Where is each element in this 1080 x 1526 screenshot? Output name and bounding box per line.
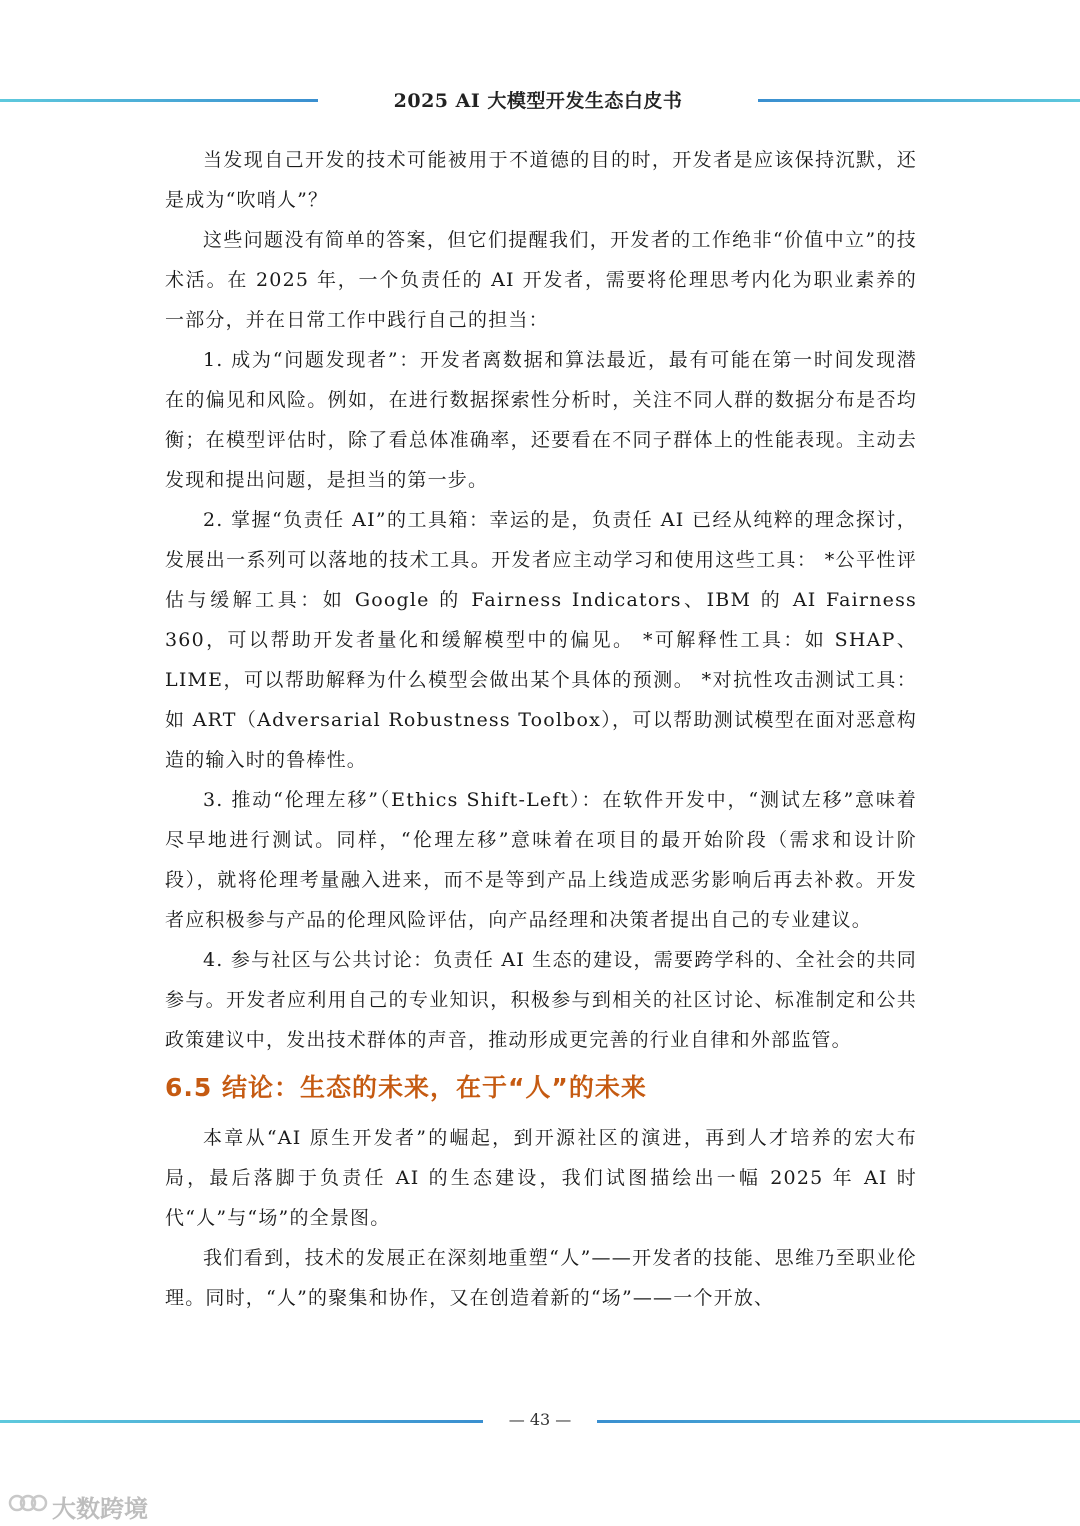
header-rule-left	[0, 99, 318, 102]
footer-rule-right	[597, 1420, 1080, 1423]
paragraph: 这些问题没有简单的答案，但它们提醒我们，开发者的工作绝非“价值中立”的技术活。在 2025 年，一个负责任的 AI 开发者，需要将伦理思考内化为职业素养的一部分，并在日常工作中践行自己的担当：	[165, 229, 917, 331]
list-item: 1. 成为“问题发现者”：开发者离数据和算法最近，最有可能在第一时间发现潜在的偏见和风险。例如，在进行数据探索性分析时，关注不同人群的数据分布是否均衡；在模型评估时，除了看总体准确率，还要看在不同子群体上的性能表现。主动去发现和提出问题，是担当的第一步。	[165, 349, 917, 491]
page-number: — 43 —	[508, 1410, 572, 1429]
footer-rule-left	[0, 1420, 483, 1423]
list-item: 4. 参与社区与公共讨论：负责任 AI 生态的建设，需要跨学科的、全社会的共同参与。开发者应利用自己的专业知识，积极参与到相关的社区讨论、标准制定和公共政策建议中，发出技术群体的声音，推动形成更完善的行业自律和外部监管。	[165, 949, 917, 1051]
brand-logo-icon	[8, 1488, 48, 1524]
watermark-text: 大数跨境	[52, 1494, 148, 1523]
paragraph: 本章从“AI 原生开发者”的崛起，到开源社区的演进，再到人才培养的宏大布局，最后落脚于负责任 AI 的生态建设，我们试图描绘出一幅 2025 年 AI 时代“人”与“场”的全景图。	[165, 1127, 917, 1229]
paragraph: 我们看到，技术的发展正在深刻地重塑“人”——开发者的技能、思维乃至职业伦理。同时，“人”的聚集和协作，又在创造着新的“场”——一个开放、	[165, 1247, 917, 1309]
watermark	[8, 1488, 148, 1524]
list-item: 3. 推动“伦理左移”（Ethics Shift-Left）：在软件开发中，“测试左移”意味着尽早地进行测试。同样，“伦理左移”意味着在项目的最开始阶段（需求和设计阶段），就将伦理考量融入进来，而不是等到产品上线造成恶劣影响后再去补救。开发者应积极参与产品的伦理风险评估，向产品经理和决策者提出自己的专业建议。	[165, 789, 917, 931]
page-content	[165, 140, 917, 1318]
paragraph: 当发现自己开发的技术可能被用于不道德的目的时，开发者是应该保持沉默，还是成为“吹哨人”？	[165, 149, 917, 211]
header-title: 2025 AI 大模型开发生态白皮书	[393, 90, 683, 112]
header-rule-right	[758, 99, 1080, 102]
list-item: 2. 掌握“负责任 AI”的工具箱：幸运的是，负责任 AI 已经从纯粹的理念探讨，发展出一系列可以落地的技术工具。开发者应主动学习和使用这些工具： *公平性评估与缓解工具：如 Google 的 Fairness Indicators、IBM 的 AI Fairness 360，可以帮助开发者量化和缓解模型中的偏见。 *可解释性工具：如 SHAP、LIME，可以帮助解释为什么模型会做出某个具体的预测。 *对抗性攻击测试工具：如 ART（Adversarial Robustness Toolbox），可以帮助测试模型在面对恶意构造的输入时的鲁棒性。	[165, 509, 917, 771]
section-heading: 6.5 结论：生态的未来，在于“人”的未来	[165, 1073, 647, 1102]
